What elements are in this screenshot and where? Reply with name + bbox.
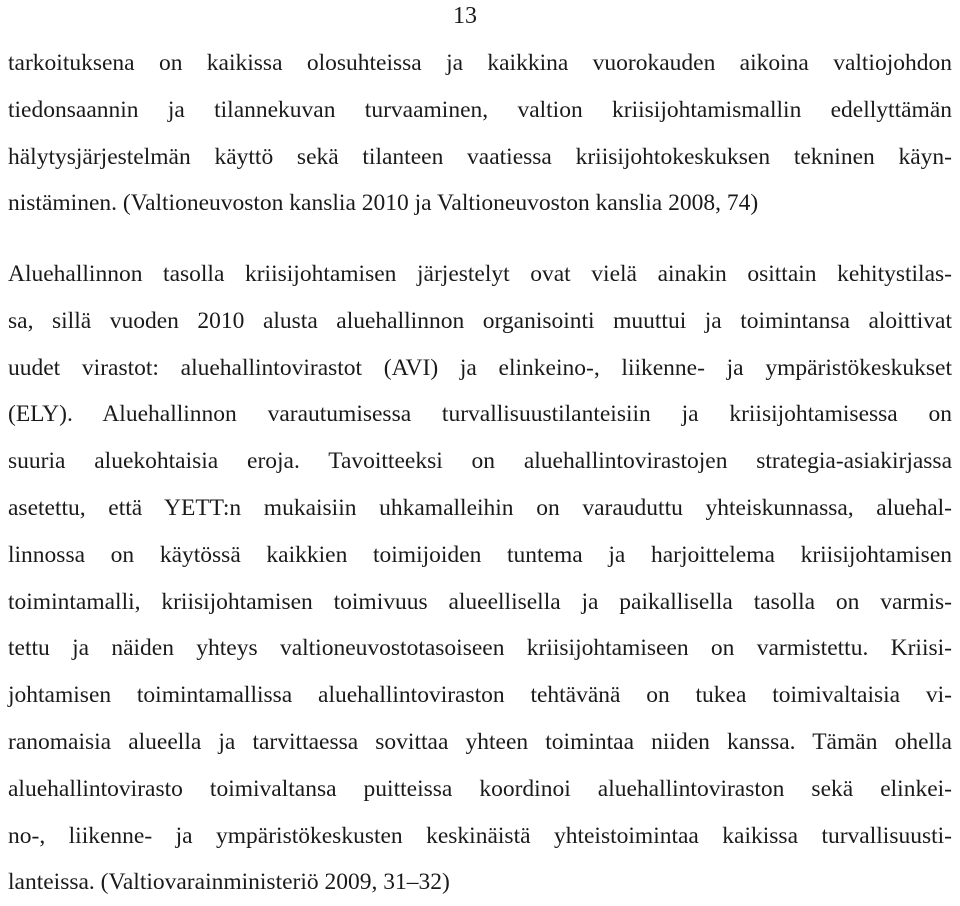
text-line: sa, sillä vuoden 2010 alusta aluehallinnon organisointi muuttui ja toimintansa aloittivat xyxy=(8,307,952,334)
text-line: no-, liikenne- ja ympäristökeskusten keskinäistä yhteistoimintaa kaikissa turvallisuusti- xyxy=(8,822,952,849)
text-line: (ELY). Aluehallinnon varautumisessa turvallisuustilanteisiin ja kriisijohtamisessa on xyxy=(8,401,952,428)
text-line: tettu ja näiden yhteys valtioneuvostotasoiseen kriisijohtamiseen on varmistettu. Kriisi- xyxy=(8,635,952,662)
text-line: aluehallintovirasto toimivaltansa puitteissa koordinoi aluehallintoviraston sekä elinkei- xyxy=(8,775,952,802)
text-line: asetettu, että YETT:n mukaisiin uhkamalleihin on varauduttu yhteiskunnassa, aluehal- xyxy=(8,494,952,521)
text-line: johtamisen toimintamallissa aluehallintoviraston tehtävänä on tukea toimivaltaisia vi- xyxy=(8,682,952,709)
text-line: hälytysjärjestelmän käyttö sekä tilanteen vaatiessa kriisijohtokeskuksen tekninen käyn- xyxy=(8,143,952,170)
text-line: Aluehallinnon tasolla kriisijohtamisen järjestelyt ovat vielä ainakin osittain kehitystilas- xyxy=(8,261,952,287)
text-line: toimintamalli, kriisijohtamisen toimivuus alueellisella ja paikallisella tasolla on varmis- xyxy=(8,588,952,615)
paragraph-1 xyxy=(8,40,952,227)
text-line: uudet virastot: aluehallintovirastot (AVI) ja elinkeino-, liikenne- ja ympäristökeskukset xyxy=(8,354,952,381)
page-number: 13 xyxy=(453,3,477,29)
text-line: nistäminen. (Valtioneuvoston kanslia 2010 ja Valtioneuvoston kanslia 2008, 74) xyxy=(8,190,759,217)
text-line: ranomaisia alueella ja tarvittaessa sovittaa yhteen toimintaa niiden kanssa. Tämän ohella xyxy=(8,728,952,755)
text-line: linnossa on käytössä kaikkien toimijoiden tuntema ja harjoittelema kriisijohtamisen xyxy=(8,541,952,568)
paragraph-2 xyxy=(8,251,952,906)
text-line: tarkoituksena on kaikissa olosuhteissa ja kaikkina vuorokauden aikoina valtiojohdon xyxy=(8,50,952,76)
text-line: suuria aluekohtaisia eroja. Tavoitteeksi on aluehallintovirastojen strategia-asiakirjassa xyxy=(8,448,952,475)
text-line: lanteissa. (Valtiovarainministeriö 2009, 31–32) xyxy=(8,869,450,896)
text-line: tiedonsaannin ja tilannekuvan turvaaminen, valtion kriisijohtamismallin edellyttämän xyxy=(8,96,952,123)
